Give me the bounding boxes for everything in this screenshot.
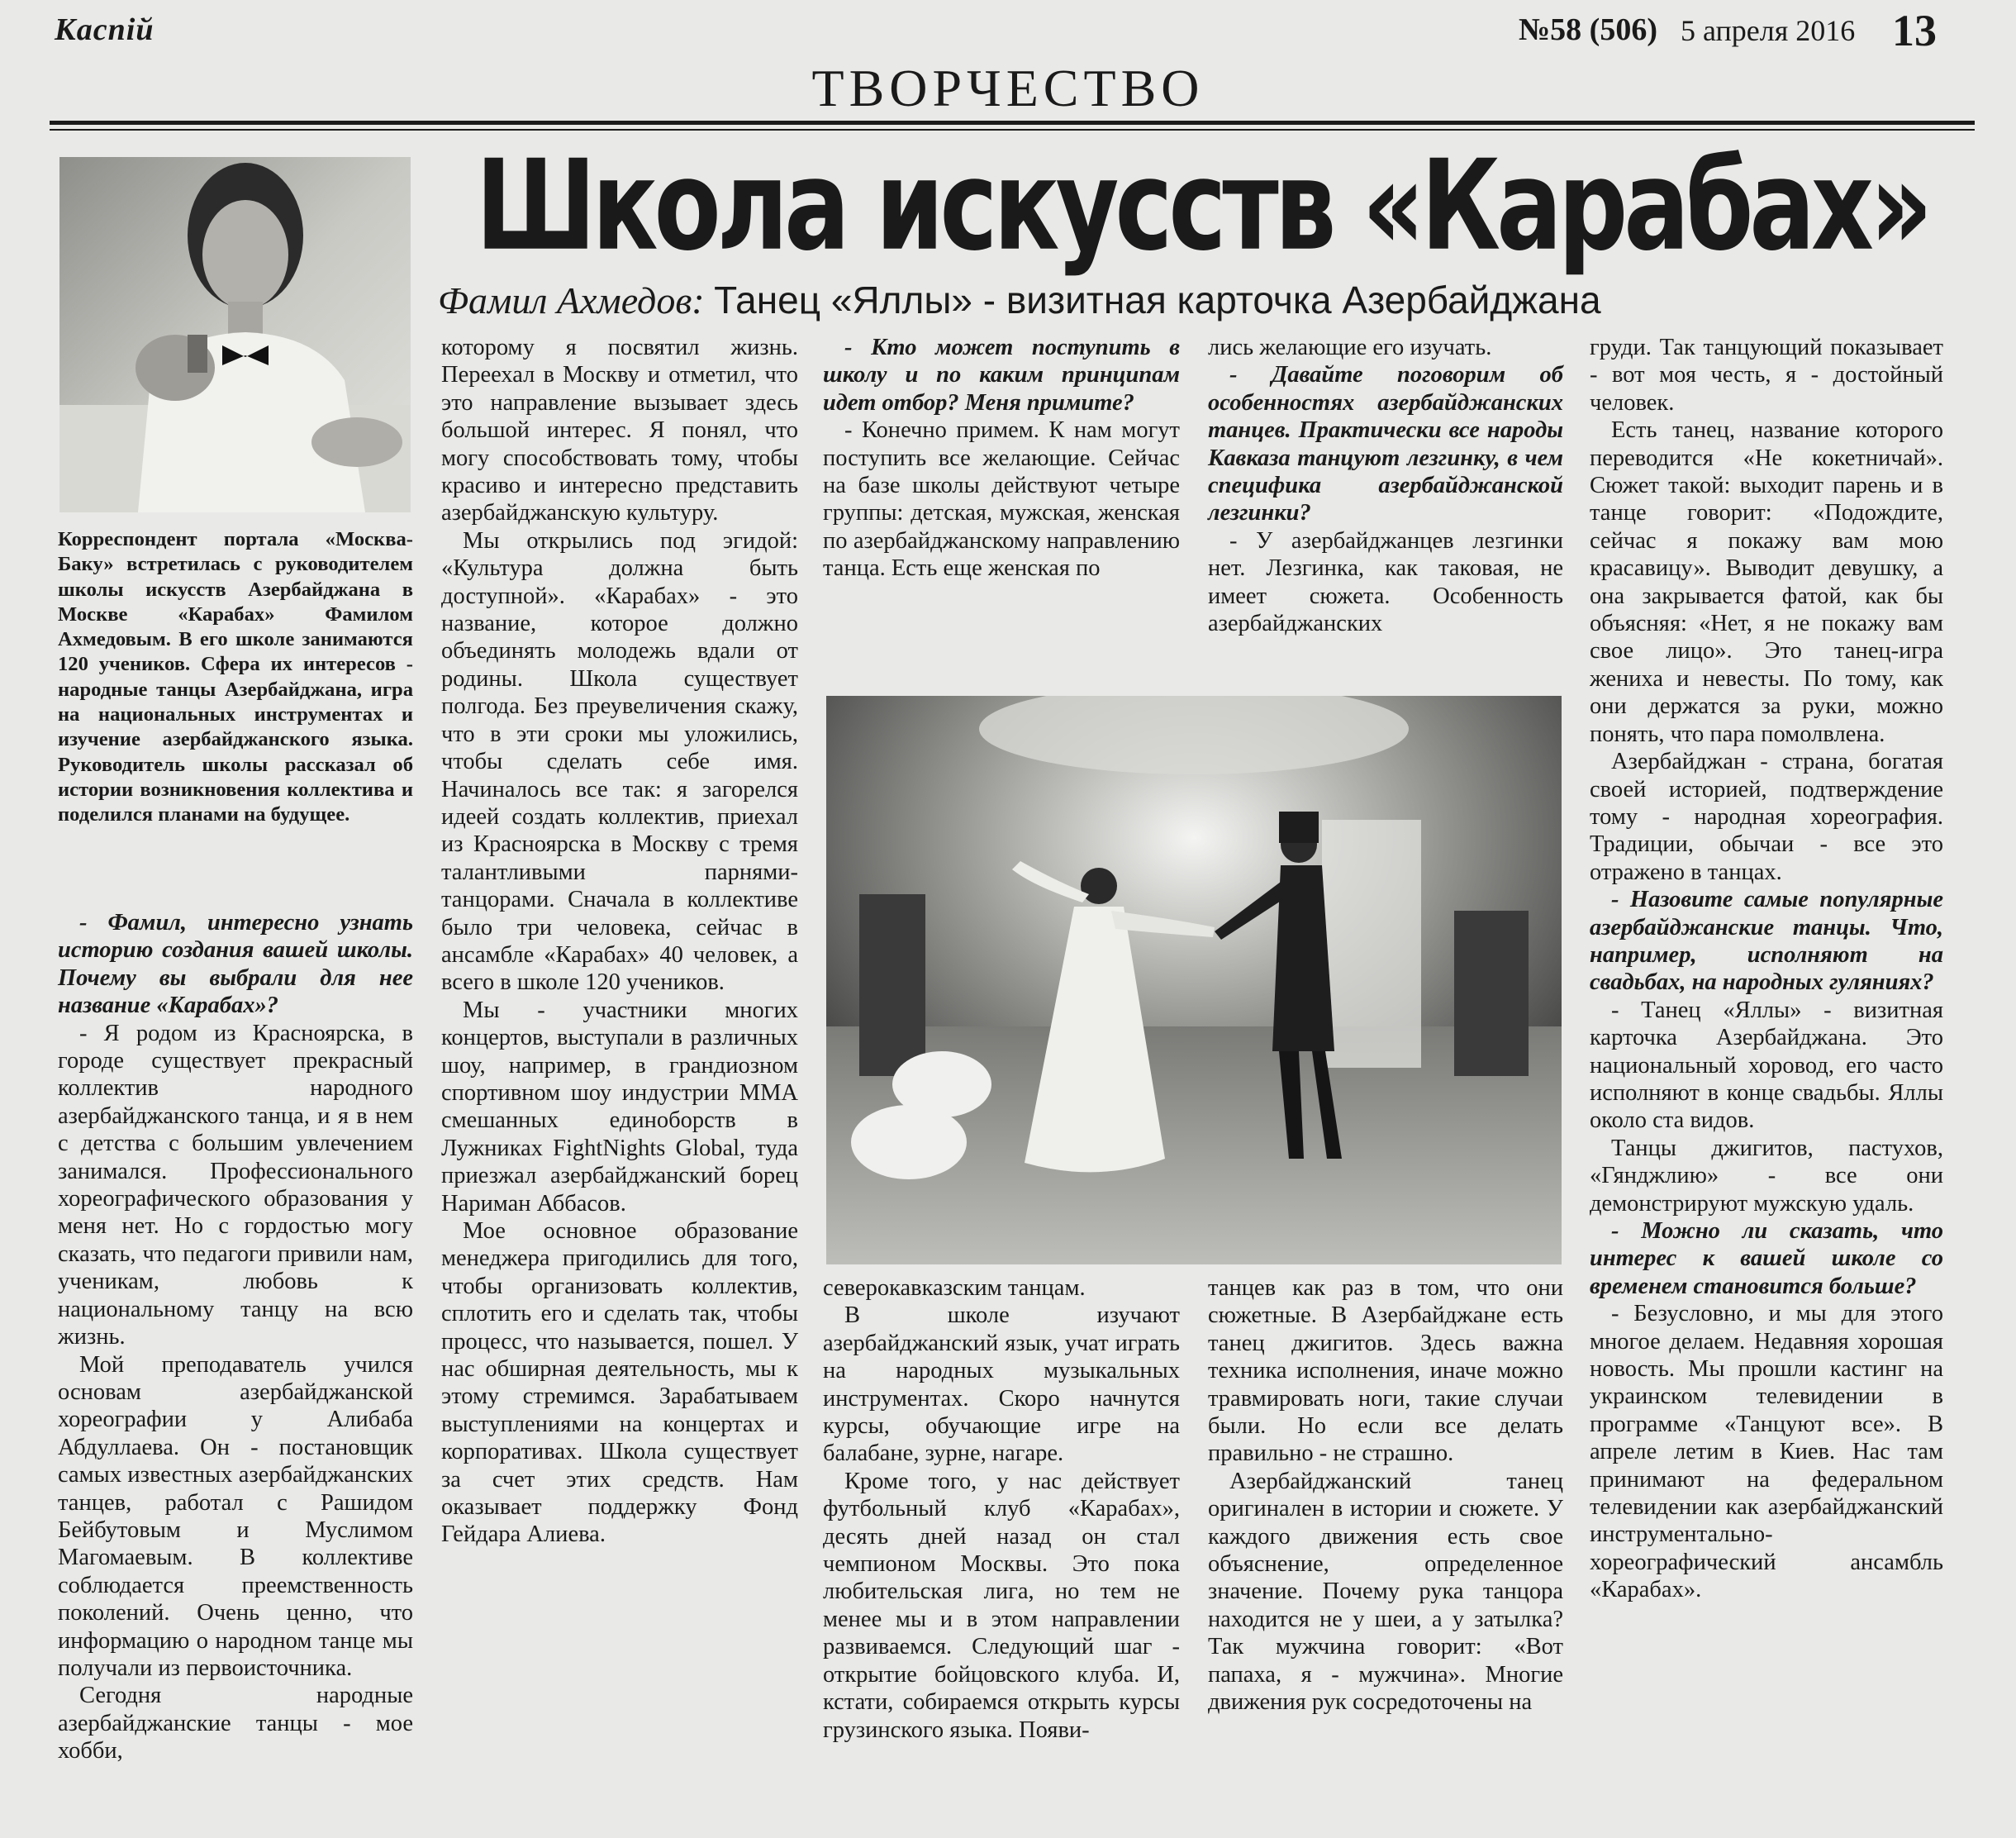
paragraph: Азербайджанский танец оригинален в истории и сюжете. У каждого движения есть свое объяснение, определенное значение. Почему рука танцора находится не у шеи, а у затылка? Так мужчина говорит: «Вот папаха, я - мужчина». Многие движения рук сосредоточены на [1208,1468,1563,1716]
page-number: 13 [1892,6,1937,55]
paragraph: лись желающие его изучать. [1208,335,1492,360]
dance-photo [826,696,1562,1264]
paragraph: груди. Так танцующий показывает - вот моя честь, я - достойный человек. [1590,335,1943,416]
subtitle-author: Фамил Ахмедов: [438,279,705,321]
column-3-bottom [823,1274,1180,1744]
paragraph: танцев как раз в том, что они сюжетные. В Азербайджане есть танец джигитов. Здесь важна техника исполнения, иначе можно травмировать ноги, такие случаи были. Но если все делать правильно - не страшно. [1208,1275,1563,1467]
paragraph: - Танец «Яллы» - визитная карточка Азербайджана. Это национальный хоровод, его часто исполняют в конце свадьбы. Яллы около ста видов. [1590,997,1943,1134]
question: - Можно ли сказать, что интерес к вашей школе со временем становится больше? [1590,1218,1943,1299]
portrait-photo [59,157,411,512]
headline: Школа искусств «Карабах» [475,132,1929,279]
paragraph: - У азербайджанцев лезгинки нет. Лезгинка, как таковая, не имеет сюжета. Особенность азербайджанских [1208,527,1563,637]
paragraph: Азербайджан - страна, богатая своей историей, подтверждение тому - народная хореография. Традиции, обычаи - все это отражено в танцах. [1590,749,1943,885]
paragraph: Мое основное образование менеджера пригодились для того, чтобы организовать коллектив, сплотить его и сделать так, чтобы процесс, что называется, пошел. У нас обширная деятельность, мы к этому стремимся. Зарабатываем выступлениями на концертах и корпоративах. Школа существует за счет этих средств. Нам оказывает поддержку Фонд Гейдара Алиева. [441,1218,798,1548]
column-1 [58,909,413,1765]
subtitle-text: Танец «Яллы» - визитная карточка Азербайджана [714,279,1601,321]
photo-caption: Корреспондент портала «Москва-Баку» встретилась с руководителем школы искусств Азербайджана в Москве «Карабах» Фамилом Ахмедовым. В его школе занимаются 120 учеников. Сфера их интересов - народные танцы Азербайджана, игра на национальных инструментах и изучение азербайджанского языка. Руководитель школы рассказал об истории возникновения коллектива и поделился планами на будущее. [58,528,413,826]
column-2 [441,334,798,1549]
column-3-top [823,334,1180,583]
portrait-image [59,157,411,512]
dance-image [826,696,1562,1264]
paragraph: - Безусловно, и мы для этого многое делаем. Недавняя хорошая новость. Мы прошли кастинг на украинском телевидении в программе «Танцуют все». В апреле летим в Киев. Нас там принимают на федеральном телевидении как азербайджанский инструментально-хореографический ансамбль «Карабах». [1590,1301,1943,1603]
column-4-top [1208,334,1563,637]
column-4-bottom [1208,1274,1563,1717]
paragraph: Есть танец, название которого переводится «Не кокетничай». Сюжет такой: выходит парень и в танце говорит: «Подождите, сейчас я покажу вам мою красавицу». Выводит девушку, а она закрывается фатой, как бы объясняя: «Нет, я не покажу вам свое лицо». Это танец-игра жениха и невесты. По тому, как они держатся за руки, можно понять, что пара помолвлена. [1590,417,1943,747]
paragraph: - Конечно примем. К нам могут поступить все желающие. Сейчас на базе школы действуют четыре группы: детская, мужская, женская по азербайджанскому направлению танца. Есть еще женская по [823,417,1180,582]
rule-thick [50,121,1975,125]
question: - Фамил, интересно узнать историю создания вашей школы. Почему вы выбрали для нее название «Карабах»? [58,910,413,1019]
subtitle [438,278,1601,322]
question: - Давайте поговорим об особенностях азербайджанских танцев. Практически все народы Кавказа танцуют лезгинку, в чем специфика азербайджанской лезгинки? [1208,362,1563,526]
issue-number: №58 (506) [1519,12,1657,47]
rule-thin [50,129,1975,131]
paragraph: - Я родом из Красноярска, в городе существует прекрасный коллектив народного азербайджанского танца, и я в нем с детства с большим увлечением занимался. Профессионального хореографического образования у меня нет. Но с гордостью могу сказать, что педагоги привили нам, ученикам, любовь к национальному танцу на всю жизнь. [58,1020,413,1350]
newspaper-name: Каспiй [55,12,155,47]
issue-date: 5 апреля 2016 [1681,14,1856,47]
paragraph: Мой преподаватель учился основам азербайджанской хореографии у Алибаба Абдуллаева. Он - постановщик самых известных азербайджанских танцев, работал с Рашидом Бейбутовым и Муслимом Магомаевым. В коллективе соблюдается преемственность поколений. Очень ценно, что информацию о народном танце мы получали из первоисточника. [58,1351,413,1681]
section-rubric: ТВОРЧЕСТВО [811,59,1205,117]
paragraph: В школе изучают азербайджанский язык, учат играть на народных музыкальных инструментах. Скоро начнутся курсы, обучающие игре на балабане, зурне, нагаре. [823,1302,1180,1467]
column-5 [1590,334,1943,1604]
paragraph: Сегодня народные азербайджанские танцы - мое хобби, [58,1683,413,1764]
question: - Назовите самые популярные азербайджанские танцы. Что, например, исполняют на свадьбах, на народных гуляниях? [1590,887,1943,996]
paragraph: Кроме того, у нас действует футбольный клуб «Карабах», десять дней назад он стал чемпионом Москвы. Это пока любительская лига, но тем не менее мы и в этом направлении развиваемся. Следующий шаг - открытие бойцовского клуба. И, кстати, собираемся открыть курсы грузинского языка. Появи- [823,1468,1180,1743]
paragraph: Мы открылись под эгидой: «Культура должна быть доступной». «Карабах» - это название, которое должно объединять молодежь вдали от родины. Школа существует полгода. Без преувеличения скажу, что в эти сроки мы уложились, чтобы сделать себе имя. Начиналось все так: я загорелся идеей создать коллектив, приехал из Красноярска в Москву с тремя талантливыми парнями-танцорами. Сначала в коллективе было три человека, сейчас в ансамбле «Карабах» 40 человек, а всего в школе 120 учеников. [441,527,798,996]
paragraph: Танцы джигитов, пастухов, «Гянджлию» - все они демонстрируют мужскую удаль. [1590,1135,1943,1217]
question: - Кто может поступить в школу и по каким принципам идет отбор? Меня примите? [823,335,1180,416]
paragraph: северокавказским танцам. [823,1275,1086,1301]
paragraph: которому я посвятил жизнь. Переехал в Москву и отметил, что это направление вызывает здесь большой интерес. Я понял, что могу способствовать тому, чтобы красиво и интересно представить азербайджанскую культуру. [441,335,798,526]
paragraph: Мы - участники многих концертов, выступали в различных шоу, например, в грандиозном спортивном шоу индустрии ММА смешанных единоборств в Лужниках FightNights Global, туда приезжал азербайджанский борец Нариман Аббасов. [441,997,798,1217]
